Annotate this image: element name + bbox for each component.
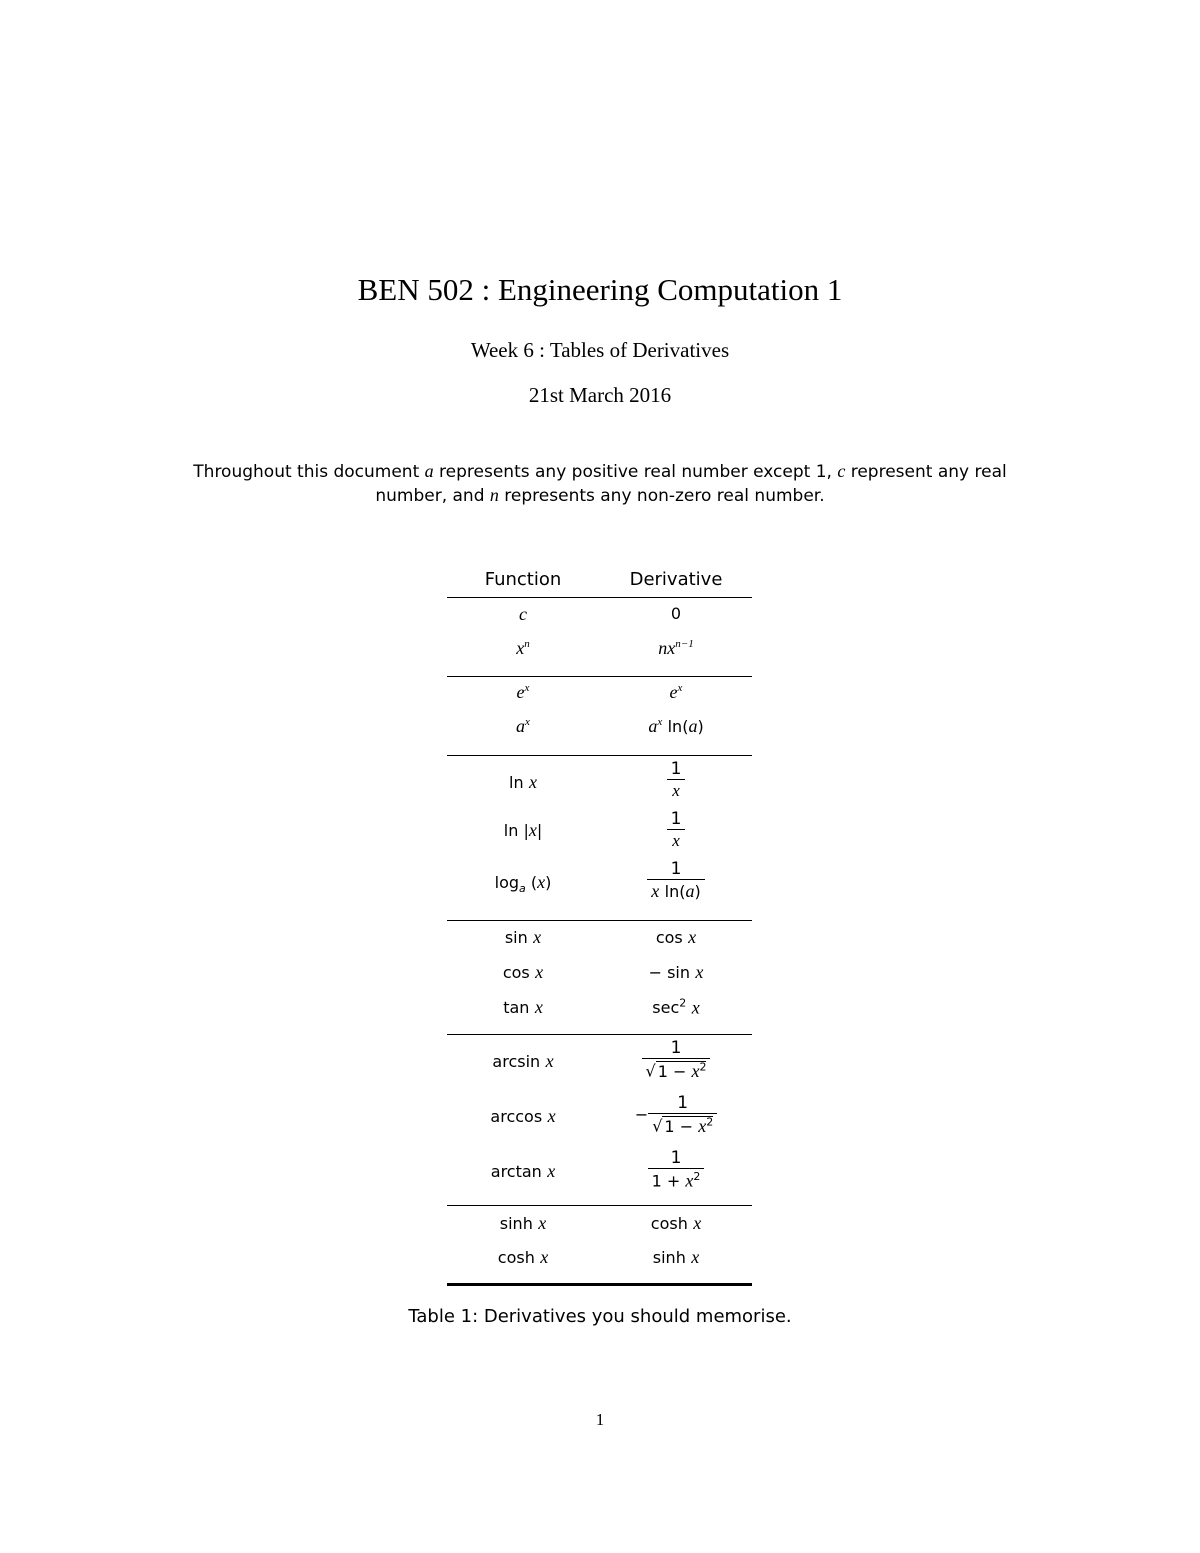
table-row: $nx^{n-1}$ [658,638,694,658]
table-caption: Table 1: Derivatives you should memorise. [408,1306,792,1327]
table-row: sinh x [499,1213,547,1233]
intro-var-c: c [837,461,846,481]
table-row: ln x [509,772,537,792]
intro-text-1: Throughout this document [193,462,425,482]
group-rule [447,676,752,677]
table-row: $\frac{1}{\text{x ln(a)}}$ [600,859,752,902]
table-row: $a^x$ ln(a) [648,716,704,736]
table-row: $\frac{1}{1 + x^2}$ [600,1148,752,1192]
table-row: cos x [655,927,697,947]
document-date: 21st March 2016 [528,383,672,407]
table-row: cosh x [650,1213,702,1233]
table-row: $e^x$ [669,682,683,702]
table-row: sin x [504,927,542,947]
table-row: arccos x [490,1106,556,1126]
page-number: 1 [595,1410,605,1429]
table-row: $e^x$ [516,682,530,702]
table-row: $\sec^2 x$ [652,997,700,1018]
group-rule [447,1034,752,1035]
table-row: ln |x| [503,820,543,840]
document-title: BEN 502 : Engineering Computation 1 [357,272,843,307]
table-row: c [519,604,527,624]
table-row: sinh x [652,1247,700,1267]
table-header [447,562,752,598]
table-row: tan x [503,997,543,1017]
table-row: $\frac{1}{x}$ [600,809,752,851]
intro-text-3: represent any real number, and [375,462,1007,506]
table-row: $a^x$ [516,716,530,736]
header-derivative: Derivative [629,569,723,590]
intro-text-2: represents any positive real number except 1, [433,462,838,482]
table-row: $\log_a (x)$ [494,872,552,896]
table-row: $\frac{1}{x}$ [600,759,752,801]
intro-var-n: n [489,485,499,505]
group-rule [447,755,752,756]
table-row: cosh x [497,1247,549,1267]
table-row: $x^n$ [516,638,530,658]
table-row: cos x [502,962,544,982]
document-subtitle: Week 6 : Tables of Derivatives [470,338,730,362]
table-row: arcsin x [492,1051,554,1071]
table-row: arctan x [490,1161,556,1181]
table-row: 0 [670,604,682,623]
header-rule [447,597,752,598]
bottom-rule [447,1283,752,1286]
table-row: − $\frac{1}{√ 1 - x^2}$ [600,1093,752,1137]
intro-var-a: a [424,461,434,481]
intro-paragraph [188,460,1012,508]
intro-text-4: represents any non-zero real number. [498,486,825,506]
group-rule [447,1205,752,1206]
table-row: $\frac{1}{√ 1 - x^2}$ [600,1038,752,1082]
table-row: − sin x [648,962,704,982]
header-function: Function [484,569,562,590]
group-rule [447,920,752,921]
